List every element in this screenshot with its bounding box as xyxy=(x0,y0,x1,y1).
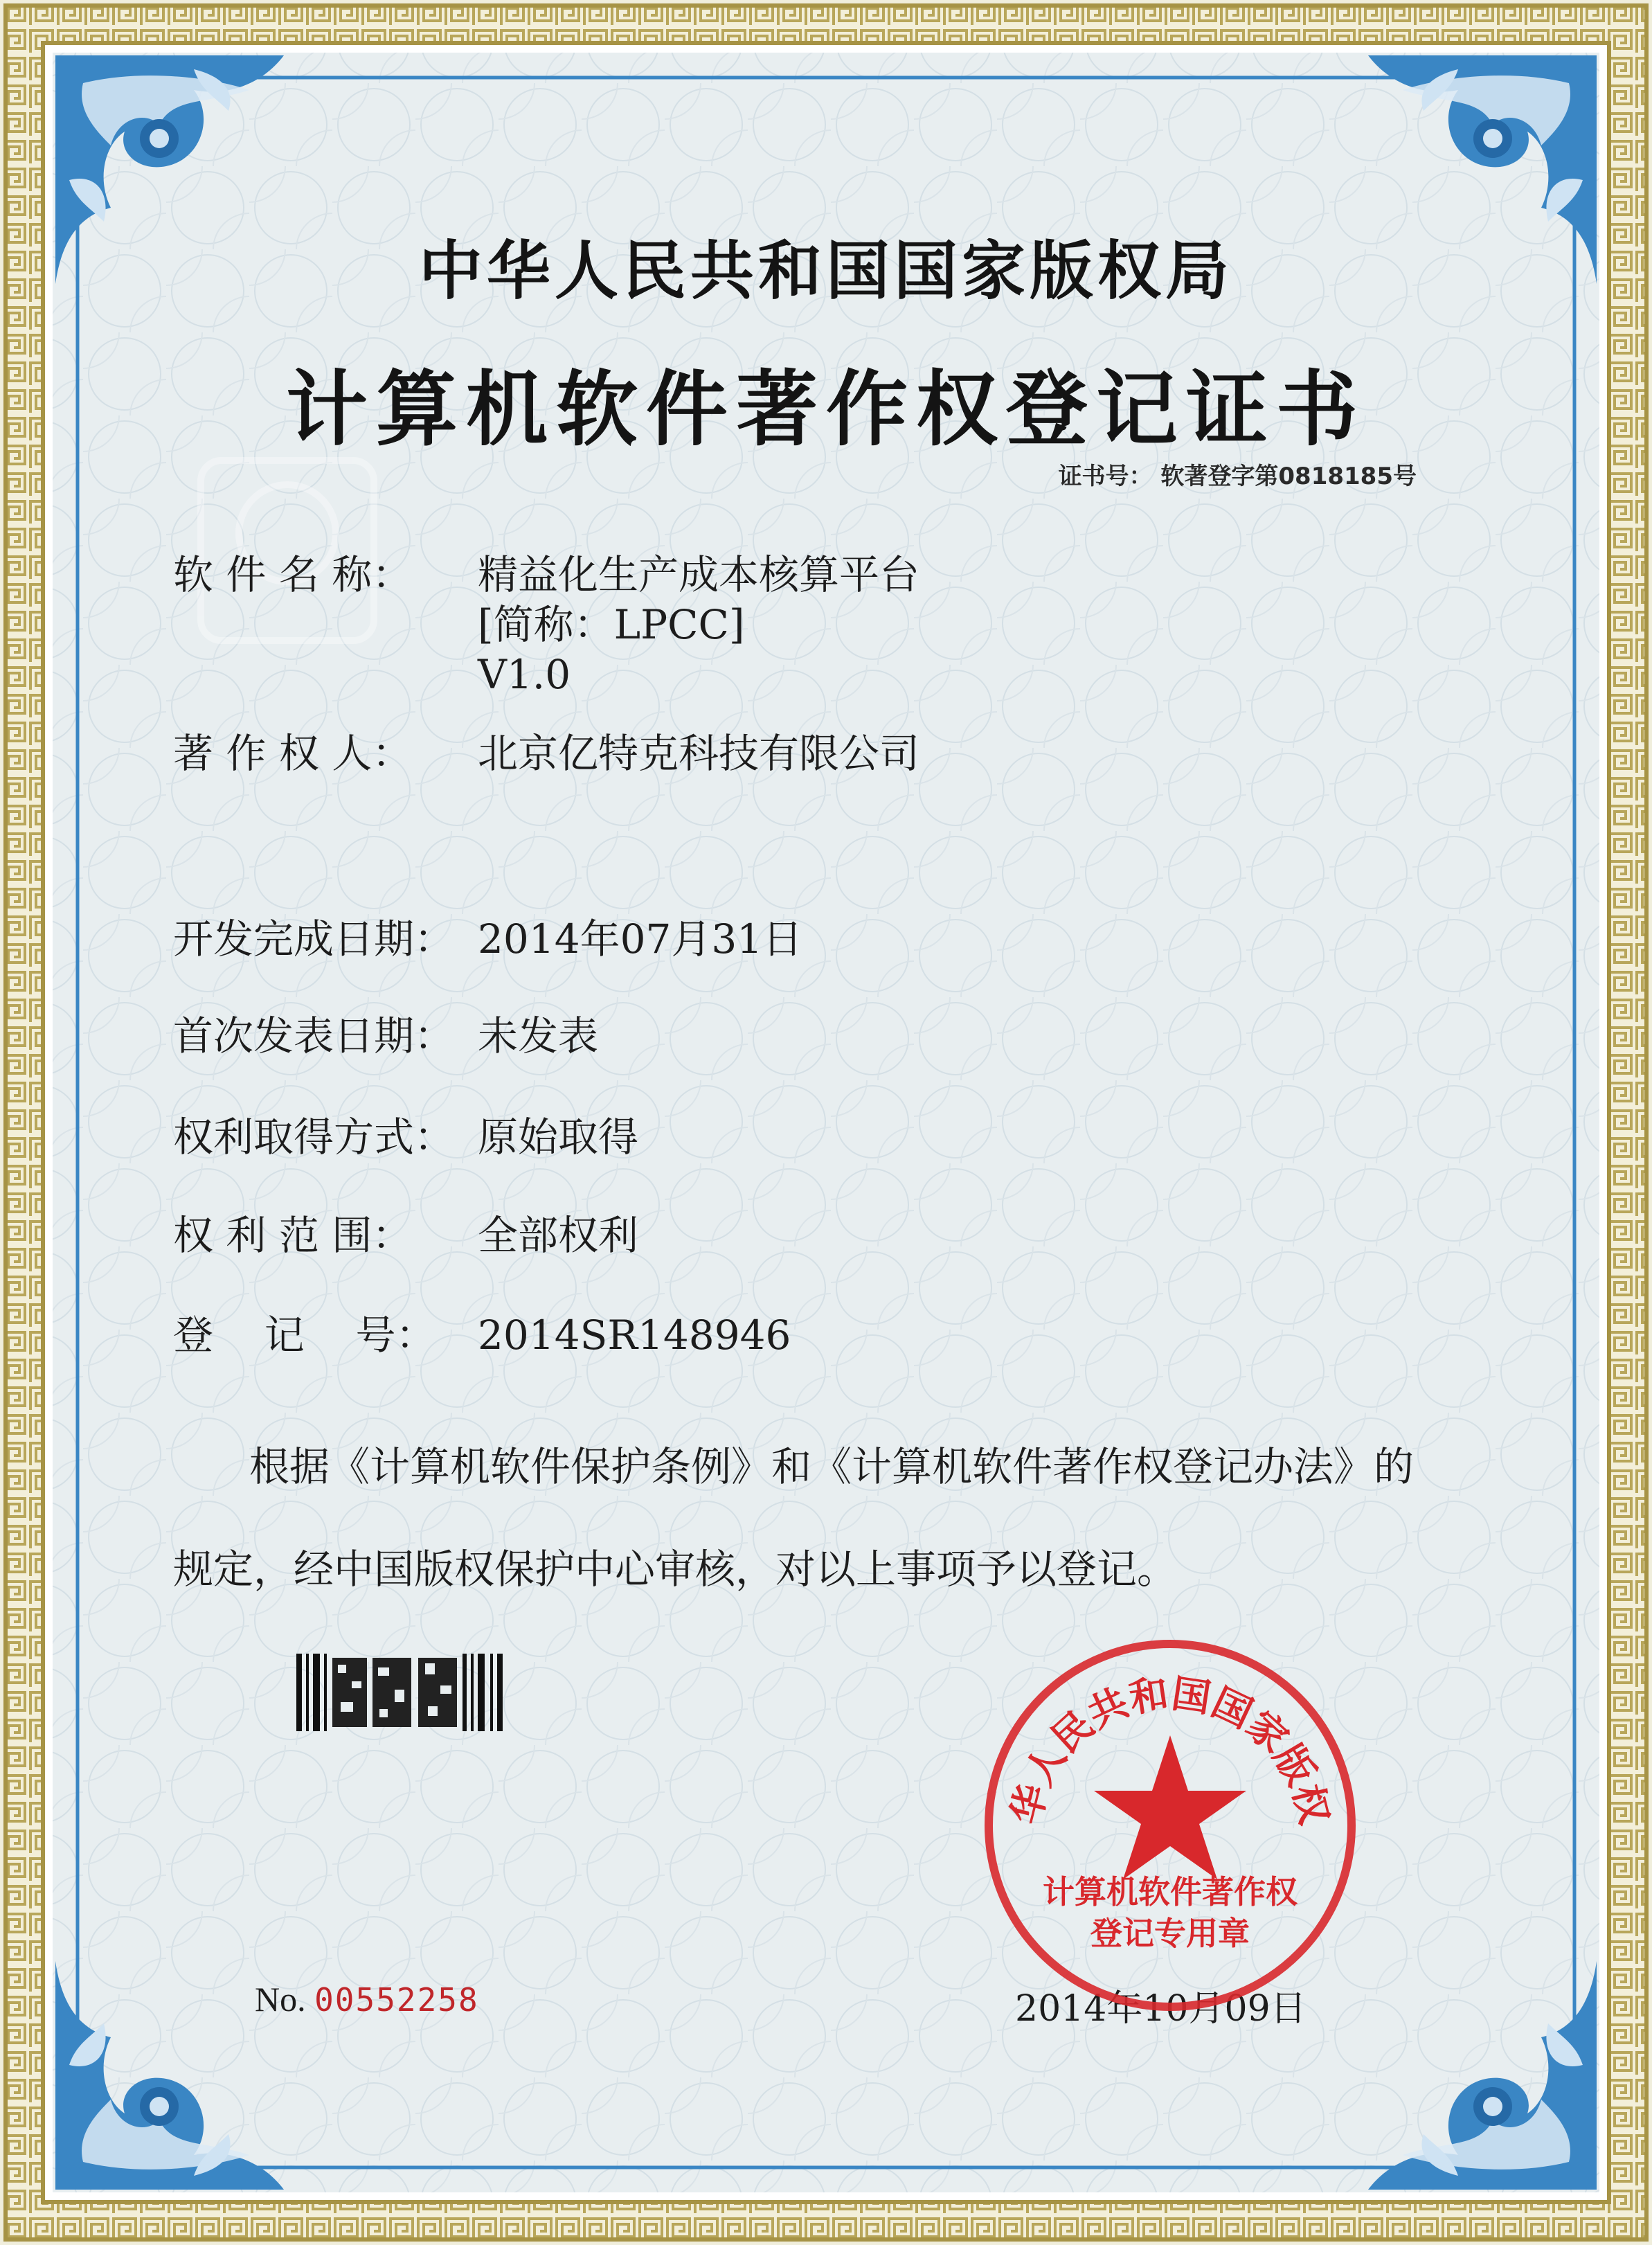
seal-ring-text: 华人民共和国国家版权 xyxy=(1003,1671,1337,1829)
statement-line-1: 根据《计算机软件保护条例》和《计算机软件著作权登记办法》的 xyxy=(249,1443,1415,1490)
registration-number-value: 2014SR148946 xyxy=(478,1312,791,1359)
field-label: 登 记 号： xyxy=(173,1312,436,1359)
field-completion-date xyxy=(173,914,802,964)
field-software-name xyxy=(173,550,919,699)
field-registration-number xyxy=(173,1310,791,1360)
seal-center-line-1: 计算机软件著作权 xyxy=(1043,1873,1298,1911)
field-label: 权 利 范 围： xyxy=(173,1212,413,1259)
certificate-title: 计算机软件著作权登记证书 xyxy=(285,361,1366,457)
certificate-number: 证书号： 软著登字第0818185号 xyxy=(1058,463,1417,490)
software-abbreviation: [简称：LPCC] xyxy=(478,601,745,648)
star-icon xyxy=(1094,1735,1246,1879)
field-rights-acquisition xyxy=(173,1112,638,1162)
seal-ring xyxy=(976,1631,1364,2019)
field-first-publication xyxy=(173,1011,598,1061)
issue-date: 2014年10月09日 xyxy=(1015,1988,1307,2030)
software-version: V1.0 xyxy=(478,651,571,698)
official-seal xyxy=(976,1631,1364,2019)
field-label: 权利取得方式： xyxy=(173,1113,455,1161)
rights-acquisition-value: 原始取得 xyxy=(478,1113,639,1161)
software-name-value: 精益化生产成本核算平台 xyxy=(478,551,920,598)
seal-center-line-2: 登记专用章 xyxy=(1090,1915,1250,1952)
field-label: 首次发表日期： xyxy=(173,1012,455,1059)
serial-number-value: 00552258 xyxy=(314,1981,479,2019)
field-rights-scope xyxy=(173,1210,638,1260)
rights-scope-value: 全部权利 xyxy=(478,1212,639,1259)
statement-line-2: 规定，经中国版权保护中心审核，对以上事项予以登记。 xyxy=(173,1546,1178,1593)
issuing-authority: 中华人民共和国国家版权局 xyxy=(418,234,1233,308)
serial-prefix: No. xyxy=(255,1980,306,2019)
barcode xyxy=(296,1654,504,1731)
field-label: 著 作 权 人： xyxy=(173,730,413,777)
serial-number xyxy=(255,1979,479,2019)
field-copyright-owner xyxy=(173,728,919,778)
copyright-owner-value: 北京亿特克科技有限公司 xyxy=(478,730,920,777)
completion-date-value: 2014年07月31日 xyxy=(478,915,803,963)
first-publication-value: 未发表 xyxy=(478,1012,599,1059)
field-label: 开发完成日期： xyxy=(173,915,455,963)
field-label: 软 件 名 称： xyxy=(173,551,413,598)
